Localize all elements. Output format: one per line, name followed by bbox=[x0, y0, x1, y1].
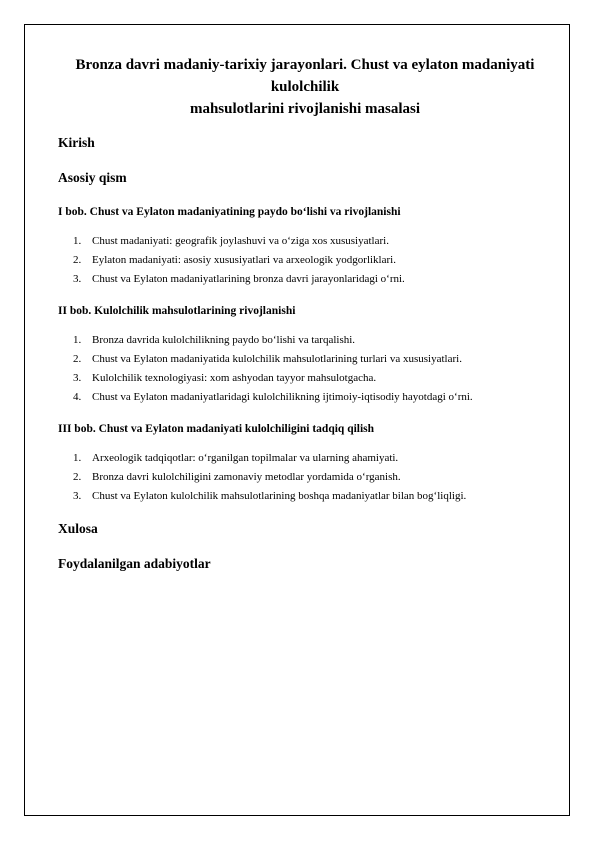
list-item bbox=[58, 270, 552, 289]
document-body bbox=[58, 54, 552, 573]
list-item-number: 1. bbox=[73, 235, 82, 247]
list-item bbox=[58, 388, 552, 407]
chapter-1-heading: I bob. Chust va Eylaton madaniyatining paydo bo‘lishi va rivojlanishi bbox=[58, 206, 401, 218]
chapter-1-list bbox=[58, 232, 552, 289]
list-item-text: Kulolchilik texnologiyasi: xom ashyodan tayyor mahsulotgacha. bbox=[92, 372, 377, 384]
list-item bbox=[58, 251, 552, 270]
list-item-text: Chust va Eylaton madaniyatida kulolchilik mahsulotlarining turlari va xususiyatlari. bbox=[92, 353, 462, 365]
list-item-text: Chust va Eylaton madaniyatlarining bronza davri jarayonlaridagi o‘rni. bbox=[92, 273, 405, 285]
list-item bbox=[58, 468, 552, 487]
list-item bbox=[58, 350, 552, 369]
list-item-number: 1. bbox=[73, 452, 82, 464]
title-line-1: Bronza davri madaniy-tarixiy jarayonlari. Chust va eylaton madaniyati kulolchilik bbox=[75, 57, 535, 95]
list-item-number: 3. bbox=[73, 490, 82, 502]
list-item bbox=[58, 369, 552, 388]
list-item-number: 3. bbox=[73, 372, 82, 384]
main-part-heading: Asosiy qism bbox=[58, 170, 127, 185]
chapter-3-heading: III bob. Chust va Eylaton madaniyati kulolchiligini tadqiq qilish bbox=[58, 423, 375, 435]
list-item-text: Chust va Eylaton madaniyatlaridagi kulolchilikning ijtimoiy-iqtisodiy hayotdagi o‘rni. bbox=[92, 391, 473, 403]
conclusion-heading: Xulosa bbox=[58, 521, 98, 536]
list-item-number: 3. bbox=[73, 273, 82, 285]
list-item-number: 2. bbox=[73, 254, 82, 266]
list-item bbox=[58, 331, 552, 350]
chapter-2-list bbox=[58, 331, 552, 407]
title-line-2: mahsulotlarini rivojlanishi masalasi bbox=[189, 101, 421, 117]
references-heading: Foydalanilgan adabiyotlar bbox=[58, 556, 211, 571]
document-title bbox=[58, 54, 552, 120]
list-item-text: Chust va Eylaton kulolchilik mahsulotlarining boshqa madaniyatlar bilan bog‘liqligi. bbox=[92, 490, 467, 502]
list-item-number: 4. bbox=[73, 391, 82, 403]
list-item-number: 1. bbox=[73, 334, 82, 346]
list-item-text: Bronza davrida kulolchilikning paydo bo‘lishi va tarqalishi. bbox=[92, 334, 356, 346]
list-item-number: 2. bbox=[73, 471, 82, 483]
list-item bbox=[58, 487, 552, 506]
chapter-3-list bbox=[58, 449, 552, 506]
list-item-text: Arxeologik tadqiqotlar: o‘rganilgan topilmalar va ularning ahamiyati. bbox=[92, 452, 399, 464]
list-item bbox=[58, 449, 552, 468]
list-item-text: Bronza davri kulolchiligini zamonaviy metodlar yordamida o‘rganish. bbox=[92, 471, 401, 483]
chapter-2-heading: II bob. Kulolchilik mahsulotlarining rivojlanishi bbox=[58, 305, 296, 317]
list-item bbox=[58, 232, 552, 251]
list-item-number: 2. bbox=[73, 353, 82, 365]
list-item-text: Eylaton madaniyati: asosiy xususiyatlari va arxeologik yodgorliklari. bbox=[92, 254, 396, 266]
intro-heading: Kirish bbox=[58, 135, 95, 150]
list-item-text: Chust madaniyati: geografik joylashuvi va o‘ziga xos xususiyatlari. bbox=[92, 235, 389, 247]
